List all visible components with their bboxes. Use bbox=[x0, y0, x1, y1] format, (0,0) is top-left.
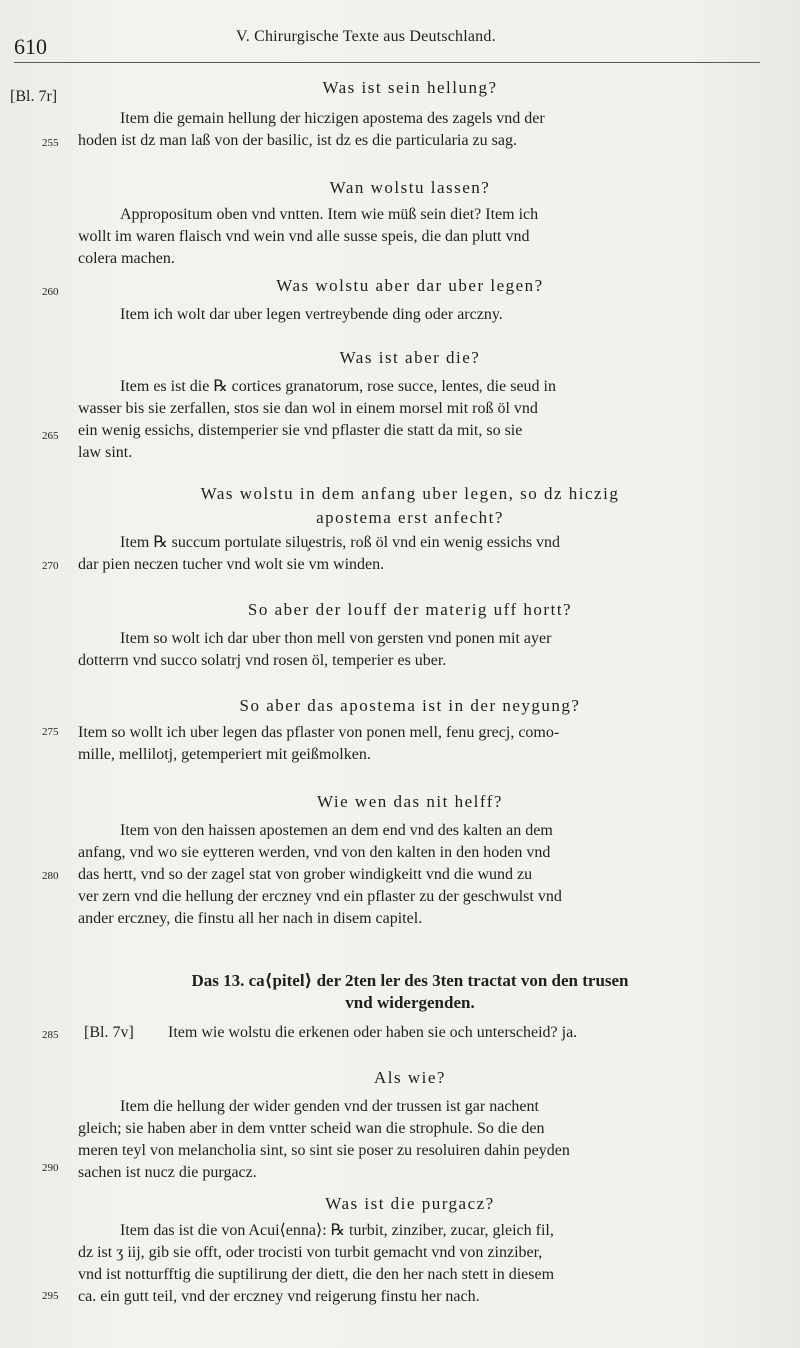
header-rule bbox=[14, 62, 760, 63]
folio-marker: [Bl. 7r] bbox=[10, 88, 58, 105]
section-body bbox=[78, 1220, 762, 1308]
text-line: Item von den haissen apostemen an dem end vnd des kalten an dem bbox=[120, 822, 553, 839]
text-line: dotterrn vnd succo solatrj vnd rosen öl, temperier es uber. bbox=[78, 652, 447, 669]
section-body bbox=[78, 304, 762, 326]
section-heading: So aber der louff der materig uff hortt? bbox=[247, 600, 573, 619]
line-number: 275 bbox=[42, 726, 59, 738]
section-body bbox=[78, 532, 762, 576]
text-line: das hertt, vnd so der zagel stat von grober windigkeitt vnd die wund zu bbox=[78, 866, 533, 883]
section-heading: Wan wolstu lassen? bbox=[329, 178, 491, 197]
text-line: Item so wollt ich uber legen das pflaster von ponen mell, fenu grecj, como- bbox=[78, 724, 560, 741]
text-line: ver zern vnd die hellung der erczney vnd ein pflaster zu der geschwulst vnd bbox=[78, 888, 562, 905]
line-number: 290 bbox=[42, 1162, 59, 1174]
text-line: Item so wolt ich dar uber thon mell von gersten vnd ponen mit ayer bbox=[120, 630, 552, 647]
page-header bbox=[14, 22, 760, 60]
line-number: 255 bbox=[42, 137, 59, 149]
section-body bbox=[78, 204, 762, 270]
text-line: gleich; sie haben aber in dem vntter scheid wan die strophule. So die den bbox=[78, 1120, 545, 1137]
section-body bbox=[78, 722, 762, 766]
text-line: anfang, vnd wo sie eytteren werden, vnd von den kalten in den hoden vnd bbox=[78, 844, 551, 861]
section-heading: Wie wen das nit helff? bbox=[317, 792, 503, 811]
running-head: V. Chirurgische Texte aus Deutschland. bbox=[236, 28, 496, 45]
section-body bbox=[78, 376, 762, 464]
text-line: ein wenig essichs, distemperier sie vnd pflaster die statt da mit, so sie bbox=[78, 422, 523, 439]
section-body bbox=[78, 628, 762, 672]
section-heading bbox=[60, 482, 760, 530]
line-number: 295 bbox=[42, 1290, 59, 1302]
line-number: 260 bbox=[42, 286, 59, 298]
text-line: Item wie wolstu die erkenen oder haben sie och unterscheid? ja. bbox=[168, 1024, 578, 1041]
chapter-heading-line: vnd widergenden. bbox=[345, 993, 475, 1012]
text-line: wasser bis sie zerfallen, stos sie dan wol in einem morsel mit roß öl vnd bbox=[78, 400, 538, 417]
section-heading: Was ist die purgacz? bbox=[325, 1194, 495, 1213]
line-number: 265 bbox=[42, 430, 59, 442]
text-line: Item ℞ succum portulate silu̧estris, roß öl vnd ein wenig essichs vnd bbox=[120, 534, 561, 551]
section-heading: Was wolstu aber dar uber legen? bbox=[276, 276, 544, 295]
text-line: vnd ist notturfftig die suptilirung der diett, die den her nach stett in diesem bbox=[78, 1266, 555, 1283]
text-line: ander erczney, die finstu all her nach in disem capitel. bbox=[78, 910, 423, 927]
text-line: colera machen. bbox=[78, 250, 175, 267]
text-line: Item die gemain hellung der hiczigen apostema des zagels vnd der bbox=[120, 110, 545, 127]
text-line: Appropositum oben vnd vntten. Item wie müß sein diet? Item ich bbox=[120, 206, 539, 223]
section-heading: Was ist aber die? bbox=[339, 348, 481, 367]
text-line: Item das ist die von Acui⟨enna⟩: ℞ turbit, zinziber, zucar, gleich fil, bbox=[120, 1222, 554, 1239]
chapter-heading bbox=[60, 970, 760, 1014]
text-line: Item ich wolt dar uber legen vertreybende ding oder arczny. bbox=[120, 306, 503, 323]
section-body bbox=[78, 820, 762, 930]
text-line: law sint. bbox=[78, 444, 133, 461]
chapter-heading-line: Das 13. ca⟨pitel⟩ der 2ten ler des 3ten tractat von den trusen bbox=[191, 971, 629, 990]
text-line: dar pien neczen tucher vnd wolt sie vm winden. bbox=[78, 556, 385, 573]
section-heading: Als wie? bbox=[374, 1068, 446, 1087]
heading-line: Was wolstu in dem anfang uber legen, so dz hiczig bbox=[200, 484, 620, 503]
section-body bbox=[78, 108, 762, 152]
text-line: Item es ist die ℞ cortices granatorum, rose succe, lentes, die seud in bbox=[120, 378, 556, 395]
text-line: hoden ist dz man laß von der basilic, ist dz es die particularia zu sag. bbox=[78, 132, 517, 149]
text-line: meren teyl von melancholia sint, so sint sie poser zu resoluiren dahin peyden bbox=[78, 1142, 570, 1159]
folio-marker: [Bl. 7v] bbox=[84, 1024, 134, 1041]
text-line: wollt im waren flaisch vnd wein vnd alle susse speis, die dan plutt vnd bbox=[78, 228, 530, 245]
section-heading: Was ist sein hellung? bbox=[322, 78, 498, 97]
line-number: 280 bbox=[42, 870, 59, 882]
text-line: dz ist ʒ iij, gib sie offt, oder trocisti von turbit gemacht vnd von zinziber, bbox=[78, 1244, 543, 1261]
text-line: mille, mellilotj, getemperiert mit geißmolken. bbox=[78, 746, 371, 763]
section-body bbox=[78, 1096, 762, 1184]
text-line: sachen ist nucz die purgacz. bbox=[78, 1164, 257, 1181]
text-line: Item die hellung der wider genden vnd der trussen ist gar nachent bbox=[120, 1098, 539, 1115]
section-heading: So aber das apostema ist in der neygung? bbox=[239, 696, 581, 715]
page-number: 610 bbox=[14, 34, 47, 59]
line-number: 285 bbox=[42, 1029, 59, 1041]
heading-line: apostema erst anfecht? bbox=[316, 508, 504, 527]
text-line: ca. ein gutt teil, vnd der erczney vnd reigerung finstu her nach. bbox=[78, 1288, 480, 1305]
line-number: 270 bbox=[42, 560, 59, 572]
